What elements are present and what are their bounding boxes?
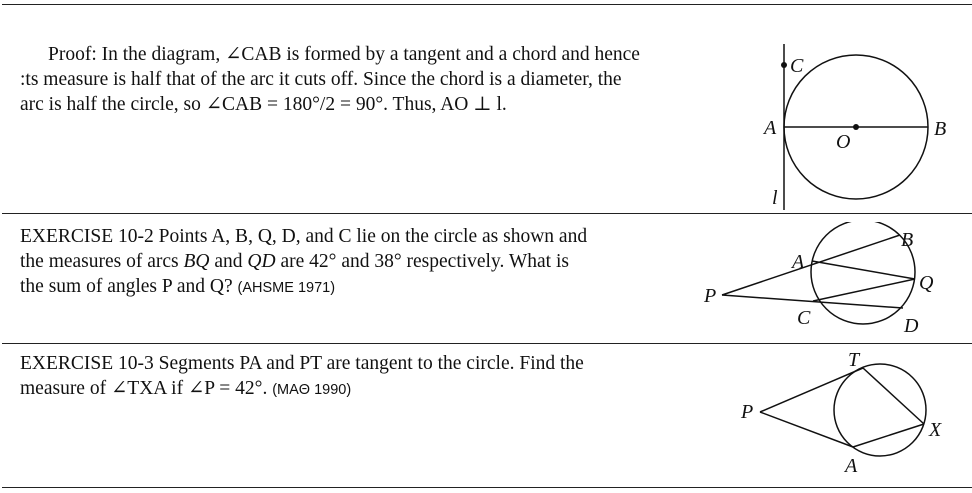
bottom-rule [0, 487, 972, 488]
chord-tx [863, 368, 924, 424]
proof-line-2: :ts measure is half that of the arc it cuts off. Since the chord is a diameter, the [20, 69, 622, 90]
tangent-pt [760, 368, 863, 412]
exercise-10-3-line-2 [20, 376, 584, 403]
exercise-10-2-line-1: EXERCISE 10-2 Points A, B, Q, D, and C lie on the circle as shown and [20, 226, 588, 247]
label-t: T [848, 349, 860, 371]
label-b: B [934, 118, 947, 140]
exercise-10-2-line-2-a: the measures of arcs [20, 251, 184, 272]
proof-line-3: arc is half the circle, so ∠CAB = 180°/2 = 90°. Thus, AO ⊥ l. [20, 94, 507, 115]
circle-2 [811, 222, 915, 324]
exercise-10-3 [20, 351, 584, 403]
chord-aq [812, 261, 915, 279]
exercise-10-2-line-3-a: the sum of angles P and Q? [20, 276, 238, 297]
exercise-10-3-line-1: EXERCISE 10-3 Segments PA and PT are tangent to the circle. Find the [20, 353, 584, 374]
top-rule [0, 4, 972, 5]
label-c: C [790, 55, 804, 77]
rule-before-exercise-10-3 [0, 343, 972, 344]
label-d: D [904, 315, 919, 337]
label-o: O [836, 131, 851, 153]
label-p: P [704, 285, 717, 307]
point-c-dot [781, 62, 787, 68]
chord-ax [853, 424, 924, 447]
tangent-diameter-figure [750, 38, 970, 214]
label-a: A [845, 455, 858, 477]
label-q: Q [919, 272, 934, 294]
proof-paragraph [0, 42, 640, 117]
exercise-10-2-line-2-b: and [209, 251, 248, 272]
secants-figure [700, 222, 950, 340]
left-edge-crop [0, 0, 2, 493]
label-x: X [929, 419, 942, 441]
exercise-10-3-line-2-a: measure of ∠TXA if ∠P = 42°. [20, 378, 273, 399]
label-b: B [901, 229, 914, 251]
secant-pcd [722, 295, 903, 308]
label-l: l [772, 187, 778, 209]
point-o-dot [853, 124, 859, 130]
exercise-10-2-line-2 [20, 249, 587, 274]
arc-bq: BQ [183, 251, 210, 272]
chord-cq [813, 279, 915, 301]
circle-3 [834, 364, 926, 456]
secant-pab [722, 235, 900, 295]
exercise-10-2-line-2-c: are 42° and 38° respectively. What is [275, 251, 569, 272]
proof-line-1: Proof: In the diagram, ∠CAB is formed by a tangent and a chord and hence [48, 44, 640, 65]
exercise-10-2-source: (AHSME 1971) [237, 280, 336, 296]
arc-qd: QD [247, 251, 276, 272]
label-c: C [797, 307, 811, 329]
label-a: A [792, 251, 805, 273]
label-p: P [741, 401, 754, 423]
exercise-10-2 [20, 224, 587, 301]
tangents-figure [735, 346, 950, 481]
label-a: A [764, 117, 777, 139]
exercise-10-3-source: (MAΘ 1990) [272, 382, 352, 398]
exercise-10-2-line-3 [20, 274, 587, 301]
